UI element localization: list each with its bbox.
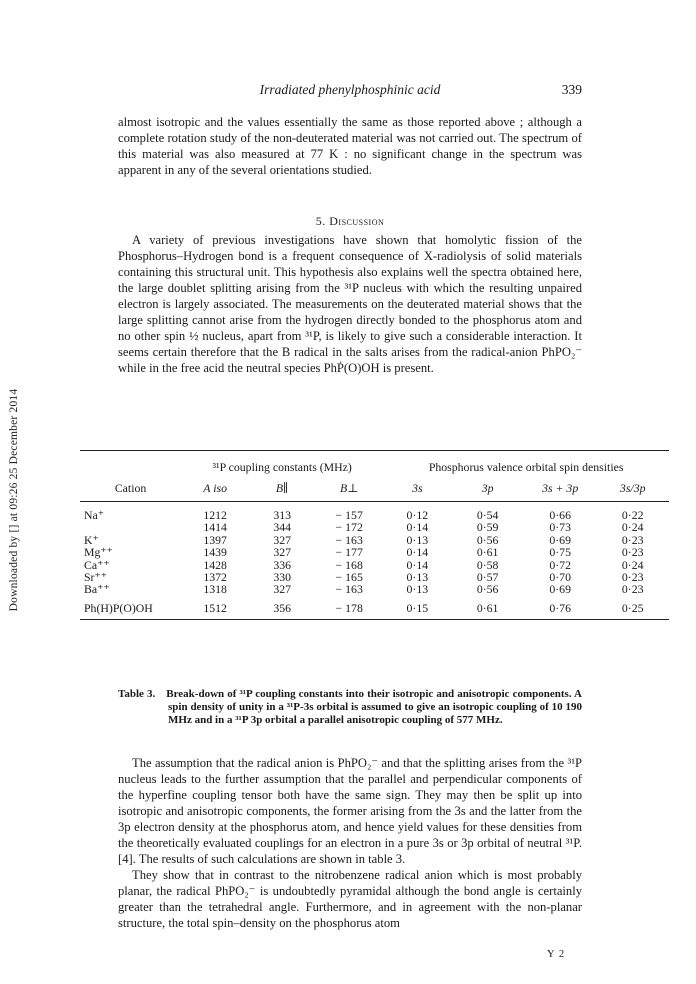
table-cell: 327 [273,545,292,560]
table-cell: 336 [273,557,292,572]
table-cell-cation [80,521,181,533]
table-cell: 1439 [203,545,227,560]
table-cell: 313 [273,508,292,522]
table-cell: 0·13 [406,570,429,585]
table-cell: 0·23 [621,532,644,547]
table-cell: 1318 [203,582,227,597]
table-cell: 1512 [203,600,227,615]
table-row [80,534,669,546]
table-cell: 0·12 [406,508,429,522]
table-cell: − 178 [335,600,363,615]
column-header: 3s/3p [619,481,646,495]
table-cell: 0·58 [476,557,499,572]
table-caption [118,688,582,727]
discussion-paragraph-block [118,232,582,376]
table-cell: 0·13 [406,532,429,547]
table-cell: 0·73 [549,520,571,535]
running-head [118,82,582,100]
table-row [80,571,669,583]
assumption-paragraph: The assumption that the radical anion is PhPO₂⁻ and that the splitting arises from the ³¹P nucleus leads to the further assumption that the parallel and perpendicular components of the hyperfine coupling tensor both have the same sign. They may then be split up into isotropic and anisotropic components, the former arising from the 3s and the latter from the 3p electron density at the phosphorus atom, and hence yield values for these densities from the theoretically evaluated couplings for an electron in a pure 3s or 3p orbital of neutral ³¹P.[4]. The results of such calculations are shown in table 3. [118,756,582,866]
signature-mark: Y 2 [547,949,566,960]
table-row [80,546,669,558]
table-cell: 0·75 [549,545,571,560]
table-cell: 0·69 [549,582,571,597]
table-row-acid [80,596,669,620]
table-row [80,583,669,595]
section-heading: 5. Discussion [315,214,385,228]
column-header: B∥ [275,481,289,495]
table-cell: 0·23 [621,570,644,585]
table-cell-cation: Ba⁺⁺ [84,582,110,597]
table-caption-label: Table 3. [118,688,156,700]
table-group-header-row [80,451,669,480]
group-header-spacer [80,451,181,480]
table-cell: 0·14 [406,545,429,560]
table-cell: 327 [273,532,292,547]
table-cell: − 163 [335,532,363,547]
running-title: Irradiated phenylphosphinic acid [259,82,441,97]
table-cell: 0·59 [476,520,499,535]
table-cell: 0·25 [621,600,644,615]
table-cell: 0·23 [621,545,644,560]
table-cell: 0·24 [621,557,644,572]
table-cell: 0·72 [549,557,571,572]
table-cell: 0·13 [406,582,429,597]
column-header: Cation [114,481,147,495]
table-cell: 327 [273,582,292,597]
table-cell: 344 [273,520,292,535]
table-cell-cation: K⁺ [84,532,99,547]
conclusion-paragraph: They show that in contrast to the nitrobenzene radical anion which is most probably planar, the radical PhPO₂⁻ is undoubtedly pyramidal although the bond angle is certainly greater than the tetrahedral angle. Furthermore, and in agreement with the non-planar structure, the total spin–density on the phosphorus atom [118,868,582,930]
table-cell: 0·56 [476,582,499,597]
table-cell: 0·14 [406,520,429,535]
table-cell: − 163 [335,582,363,597]
table-cell: 1428 [203,557,227,572]
column-header: 3s + 3p [542,481,579,495]
column-header: B⊥ [340,481,359,495]
table-cell: 1414 [203,520,227,535]
table-row [80,521,669,533]
table-column-header-row [80,479,669,502]
table-cell: 0·76 [549,600,571,615]
column-header: A iso [203,481,228,495]
table-cell: 0·15 [406,600,429,615]
table-cell: 0·70 [549,570,571,585]
opening-paragraph: almost isotropic and the values essentially the same as those reported above ; although a complete rotation study of the non-deuterated material was not carried out. The spectrum of this material was also measured at 77 K : no significant change in the spectrum was apparent in any of the several orientations studied. [118,115,582,177]
page-number: 339 [561,82,582,97]
download-watermark-text: Downloaded by [] at 09:26 25 December 2014 [8,388,20,612]
column-header: 3s [412,481,423,495]
download-watermark [7,320,21,680]
table-cell-cation: Mg⁺⁺ [84,545,113,560]
table-cell-cation: Na⁺ [84,508,104,522]
table-cell-cation: Sr⁺⁺ [84,570,107,585]
table-cell: 356 [273,600,292,615]
table-cell: 1397 [203,532,227,547]
table-cell: 0·56 [476,532,499,547]
group-header-spin: Phosphorus valence orbital spin densities [428,460,624,474]
table-cell: 0·54 [476,508,499,522]
table-cell: 0·57 [476,570,499,585]
table-cell: 0·66 [549,508,571,522]
table-cell: − 172 [335,520,363,535]
table-cell: − 157 [335,508,363,522]
table-cell: 330 [273,570,292,585]
table-caption-text: Break-down of ³¹P coupling constants into their isotropic and anisotropic components. A spin density of unity in a ³¹P-3s orbital is assumed to give an isotropic coupling of 10 190 MHz and in a ³¹P 3p orbital a parallel anisotropic coupling of 577 MHz. [166,688,582,726]
table-cell: 1372 [203,570,227,585]
table-cell: 0·22 [621,508,644,522]
column-header: 3p [481,481,494,495]
table-cell: 1212 [203,508,227,522]
table-row [80,502,669,522]
table-cell: − 168 [335,557,363,572]
table-cell: 0·14 [406,557,429,572]
coupling-table [80,450,669,620]
table-cell-cation: Ph(H)P(O)OH [84,600,153,615]
closing-paragraphs [118,755,582,931]
table-cell-cation: Ca⁺⁺ [84,557,110,572]
table-cell: 0·24 [621,520,644,535]
table-cell: 0·69 [549,532,571,547]
table-cell: 0·23 [621,582,644,597]
table-cell: 0·61 [476,600,499,615]
table-cell: − 165 [335,570,363,585]
group-header-coupling: ³¹P coupling constants (MHz) [212,460,352,474]
table-cell: 0·61 [476,545,499,560]
discussion-paragraph: A variety of previous investigations have shown that homolytic fission of the Phosphorus–Hydrogen bond is a frequent consequence of X-radiolysis of solid materials containing this structural unit. This hypothesis also explains well the spectra obtained here, the large doublet splitting arising from the ³¹P nucleus with which the resulting unpaired electron is largely associated. The measurements on the deuterated material shows that the large splitting cannot arise from the hydrogen directly bonded to the phosphorus atom and no other spin ½ nucleus, apart from ³¹P, is likely to give such a considerable interaction. It seems certain therefore that the B radical in the salts arises from the radical-anion PhPO₂⁻ while in the free acid the neutral species PhṖ(O)OH is present. [118,233,582,375]
table-cell: − 177 [335,545,363,560]
opening-paragraph-block [118,114,582,178]
table-row [80,559,669,571]
